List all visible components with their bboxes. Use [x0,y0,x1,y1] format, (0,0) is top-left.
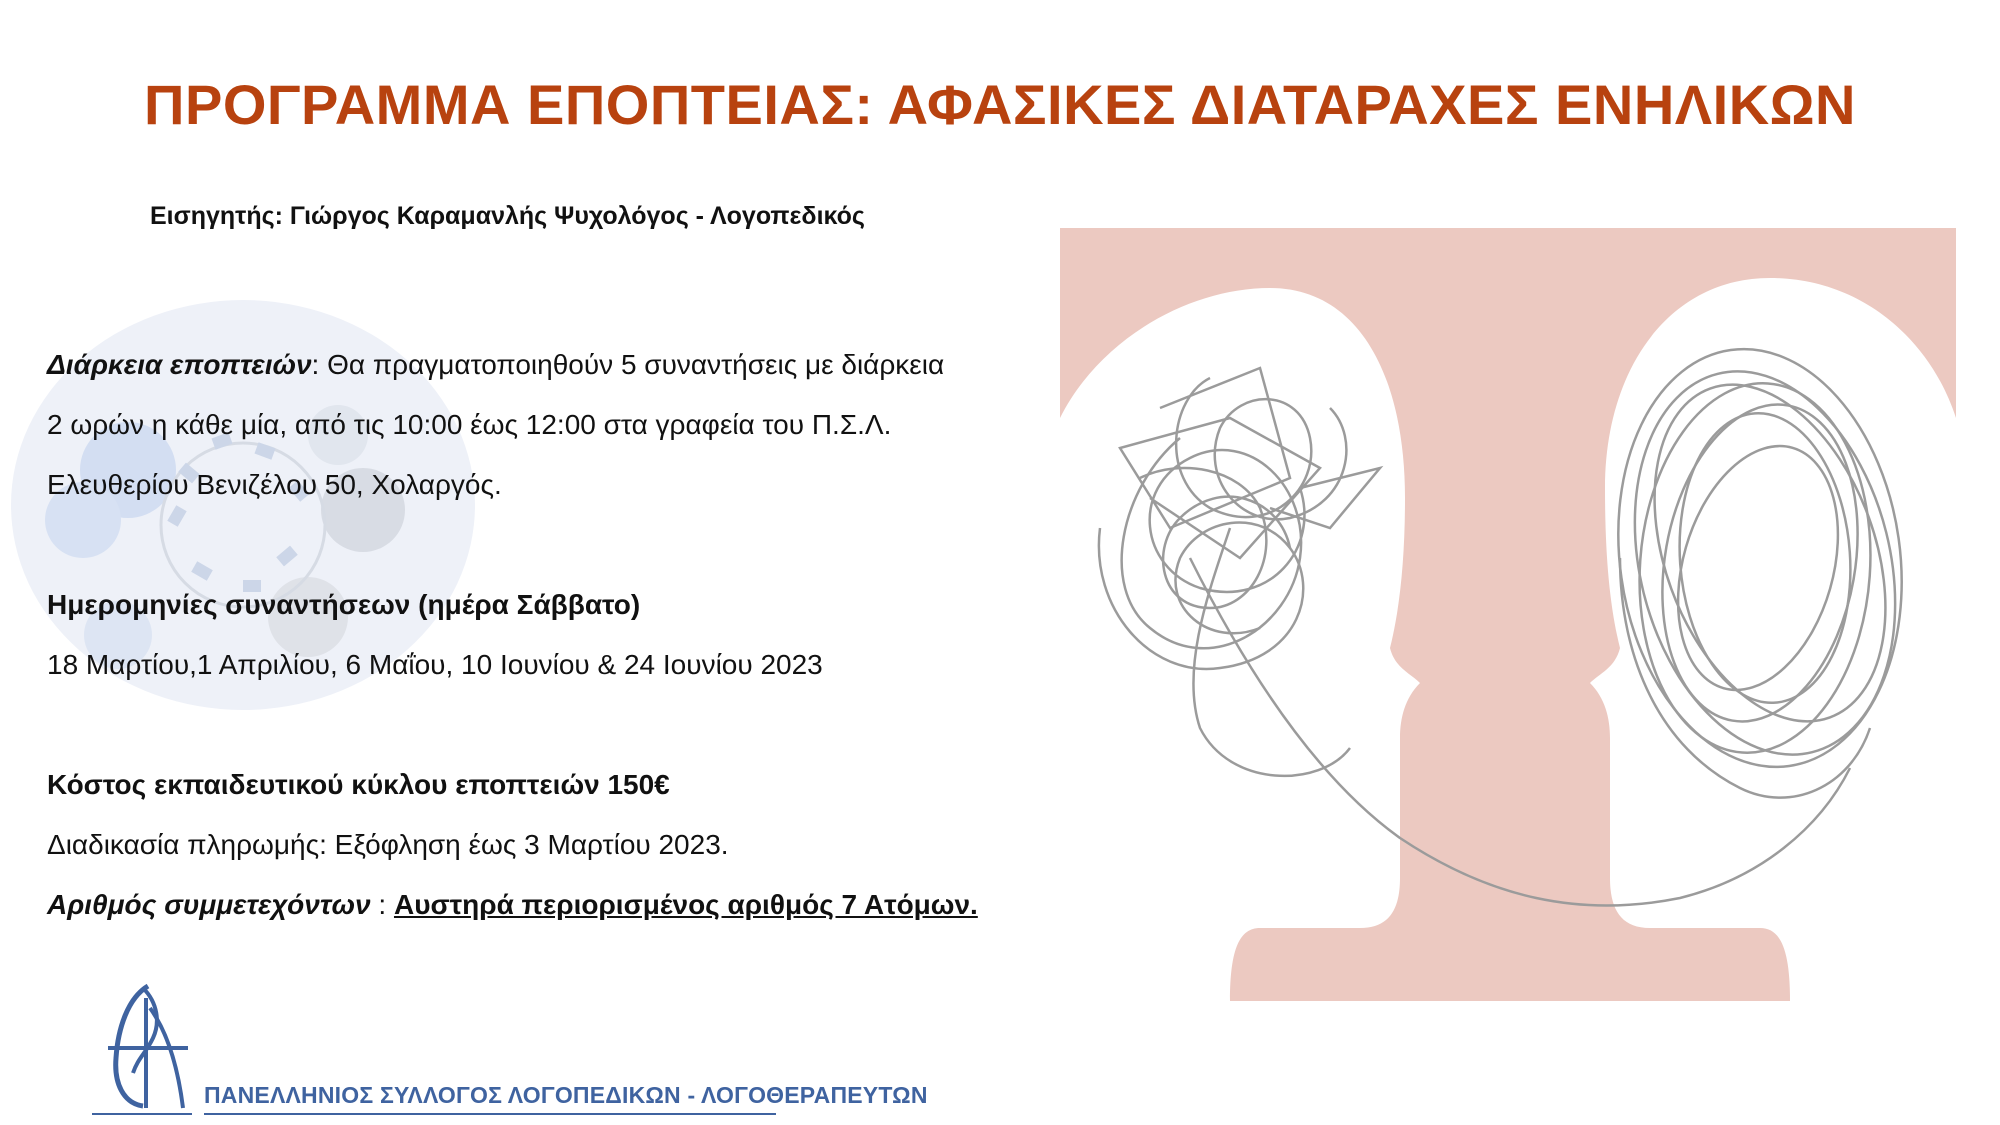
logo-underline [92,1113,192,1115]
participants-value: Αυστηρά περιορισμένος αριθμός 7 Ατόμων. [393,889,978,920]
organization-name: ΠΑΝΕΛΛΗΝΙΟΣ ΣΥΛΛΟΓΟΣ ΛΟΓΟΠΕΔΙΚΩΝ - ΛΟΓΟΘΕΡΑΠΕΥΤΩΝ [204,1082,928,1108]
association-logo-icon [88,978,198,1118]
duration-line-2: 2 ωρών η κάθε μία, από τις 10:00 έως 12:00 στα γραφεία του Π.Σ.Λ. [47,409,892,440]
participants-line [47,875,1067,935]
duration-separator: : [311,349,320,380]
duration-line-1 [47,335,1067,395]
participants-separator: : [370,889,394,920]
participants-label: Αριθμός συμμετεχόντων [47,889,371,920]
dates-heading: Ημερομηνίες συναντήσεων (ημέρα Σάββατο) [47,589,641,620]
payment-line: Διαδικασία πληρωμής: Εξόφληση έως 3 Μαρτίου 2023. [47,829,729,860]
cost-heading: Κόστος εκπαιδευτικού κύκλου εποπτειών 150€ [47,769,670,800]
presenter-line: Εισηγητής: Γιώργος Καραμανλής Ψυχολόγος - Λογοπεδικός [150,202,865,230]
page-title: ΠΡΟΓΡΑΜΜΑ ΕΠΟΠΤΕΙΑΣ: ΑΦΑΣΙΚΕΣ ΔΙΑΤΑΡΑΧΕΣ ΕΝΗΛΙΚΩΝ [144,73,1856,136]
organization-underline [204,1113,776,1115]
duration-text-1: Θα πραγματοποιηθούν 5 συναντήσεις με διάρκεια [319,349,945,380]
duration-label: Διάρκεια εποπτειών [47,349,312,380]
duration-line-3: Ελευθερίου Βενιζέλου 50, Χολαργός. [47,469,502,500]
dates-list: 18 Μαρτίου,1 Απριλίου, 6 Μαΐου, 10 Ιουνίου & 24 Ιουνίου 2023 [47,649,823,680]
two-heads-illustration [1060,228,1956,1001]
main-text-block [47,335,1067,935]
left-head-icon [1060,288,1420,1001]
